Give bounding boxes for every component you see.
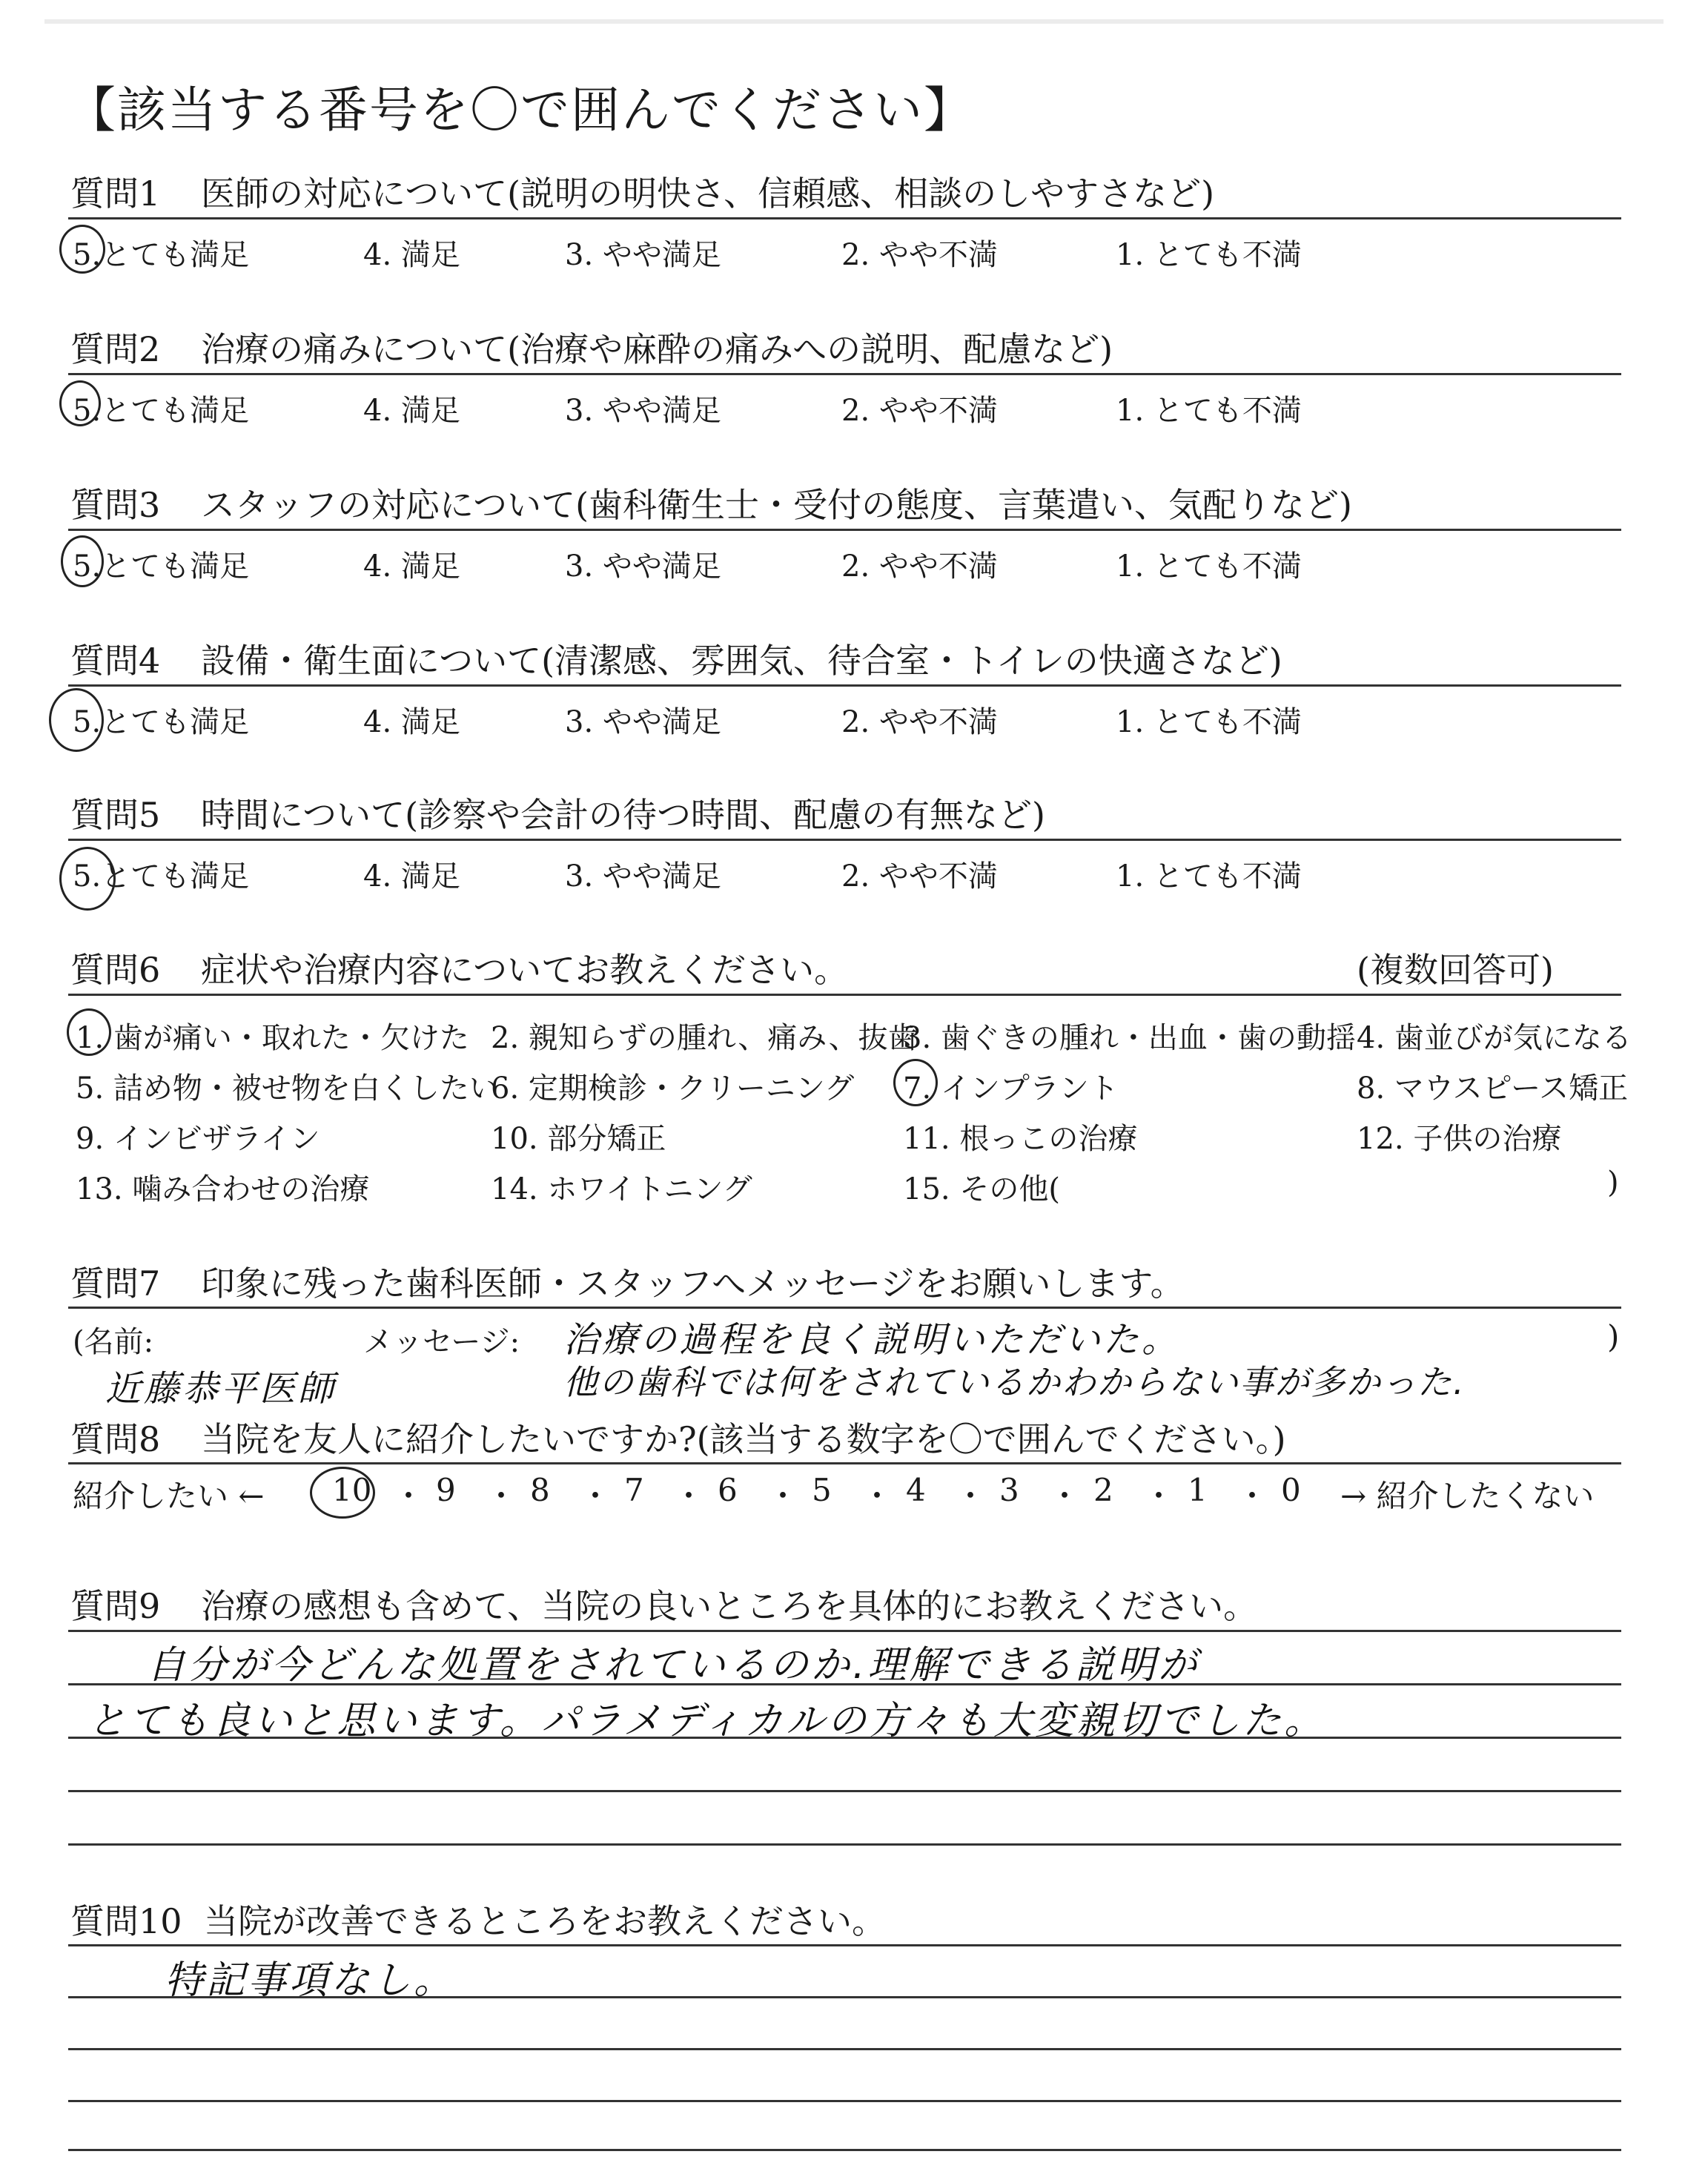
q6-option-9[interactable]: 9. インビザライン (76, 1122, 320, 1156)
scale-9[interactable]: 9 (436, 1472, 456, 1508)
answer-line (68, 1737, 1621, 1739)
q4-option-2[interactable]: 2. やや不満 (841, 705, 998, 739)
rule (68, 994, 1621, 996)
q6-option-1[interactable]: 1. 歯が痛い・取れた・欠けた (76, 1021, 469, 1055)
scale-5[interactable]: 5 (812, 1472, 832, 1508)
question-4: 質問4 設備・衛生面について(清潔感、雰囲気、待合室・トイレの快適さなど) (70, 641, 1282, 681)
q1-option-1[interactable]: 1. とても不満 (1116, 238, 1302, 272)
scale-dot: ・ (393, 1478, 425, 1514)
question-8: 質問8 当院を友人に紹介したいですか?(該当する数字を〇で囲んでください。) (70, 1419, 1286, 1459)
rule (68, 684, 1621, 687)
q4-option-1[interactable]: 1. とても不満 (1116, 705, 1302, 739)
staff-name-handwritten: 近藤恭平医師 (105, 1368, 337, 1410)
q9-answer-line-1: 自分が今どんな処置をされているのか.理解できる説明が (147, 1643, 1200, 1688)
selection-circle (49, 688, 104, 752)
rule (68, 1307, 1621, 1309)
scale-1[interactable]: 1 (1188, 1472, 1208, 1508)
page-title: 【該当する番号を〇で囲んでください】 (67, 82, 974, 139)
question-7: 質問7 印象に残った歯科医師・スタッフへメッセージをお願いします。 (70, 1264, 1185, 1304)
q6-option-13[interactable]: 13. 噛み合わせの治療 (76, 1172, 370, 1206)
selection-circle (61, 535, 104, 587)
q6-option-8[interactable]: 8. マウスピース矯正 (1357, 1071, 1629, 1106)
q1-option-2[interactable]: 2. やや不満 (841, 238, 998, 272)
answer-line (68, 2048, 1621, 2050)
q3-option-4[interactable]: 4. 満足 (363, 549, 460, 584)
q6-option-15[interactable]: 15. その他( (903, 1172, 1060, 1206)
scale-dot: ・ (486, 1478, 517, 1514)
scan-edge (44, 19, 1664, 24)
q6-option-6[interactable]: 6. 定期検診・クリーニング (491, 1071, 855, 1106)
scale-dot: ・ (955, 1478, 987, 1514)
q6-other-close: ) (1607, 1166, 1619, 1200)
scale-dot: ・ (673, 1478, 705, 1514)
q10-answer: 特記事項なし。 (165, 1958, 456, 2003)
message-label: メッセージ: (363, 1325, 520, 1359)
scale-dot: ・ (1237, 1478, 1268, 1514)
q5-option-5[interactable]: 5.とても満足 (73, 859, 250, 894)
question-1: 質問1 医師の対応について(説明の明快さ、信頼感、相談のしやすさなど) (70, 174, 1215, 214)
scale-8[interactable]: 8 (530, 1472, 550, 1508)
selection-circle (59, 380, 101, 426)
q1-option-3[interactable]: 3. やや満足 (565, 238, 721, 272)
answer-line (68, 1996, 1621, 1998)
scale-dot: ・ (1049, 1478, 1081, 1514)
q5-option-1[interactable]: 1. とても不満 (1116, 859, 1302, 894)
scale-dot: ・ (580, 1478, 612, 1514)
q2-option-5[interactable]: 5.とても満足 (73, 394, 250, 428)
message-handwritten-1: 治療の過程を良く説明いただいた。 (563, 1319, 1181, 1361)
q4-option-4[interactable]: 4. 満足 (363, 705, 460, 739)
answer-line (68, 1683, 1621, 1685)
selection-circle (59, 225, 105, 274)
rule (68, 1944, 1621, 1946)
q1-option-4[interactable]: 4. 満足 (363, 238, 460, 272)
multiple-answer-note: (複数回答可) (1357, 950, 1554, 990)
message-handwritten-2: 他の歯科では何をされているかわからない事が多かった. (563, 1362, 1466, 1402)
scale-10[interactable]: 10 (332, 1472, 372, 1508)
q6-option-3[interactable]: 3. 歯ぐきの腫れ・出血・歯の動揺 (903, 1021, 1356, 1055)
rule (68, 839, 1621, 841)
scale-0[interactable]: 0 (1281, 1472, 1301, 1508)
scale-dot: ・ (767, 1478, 799, 1514)
q9-answer-line-2: とても良いと思います。パラメディカルの方々も大変親切でした。 (87, 1699, 1326, 1743)
answer-line (68, 1790, 1621, 1792)
question-10: 質問10 当院が改善できるところをお教えください。 (70, 1901, 886, 1941)
scale-2[interactable]: 2 (1093, 1472, 1113, 1508)
q2-option-3[interactable]: 3. やや満足 (565, 394, 721, 428)
question-6: 質問6 症状や治療内容についてお教えください。 (70, 950, 849, 990)
scale-3[interactable]: 3 (999, 1472, 1019, 1508)
q1-option-5[interactable]: 5.とても満足 (73, 238, 250, 272)
q3-option-2[interactable]: 2. やや不満 (841, 549, 998, 584)
q6-option-5[interactable]: 5. 詰め物・被せ物を白くしたい (76, 1071, 499, 1106)
selection-circle (310, 1467, 375, 1519)
scale-7[interactable]: 7 (624, 1472, 644, 1508)
scale-dot: ・ (861, 1478, 893, 1514)
answer-line (68, 2100, 1621, 2102)
q2-option-1[interactable]: 1. とても不満 (1116, 394, 1302, 428)
selection-circle (893, 1059, 938, 1106)
q5-option-2[interactable]: 2. やや不満 (841, 859, 998, 894)
q3-option-1[interactable]: 1. とても不満 (1116, 549, 1302, 584)
rule (68, 217, 1621, 219)
rule (68, 529, 1621, 531)
recommend-right-label: → 紹介したくない (1340, 1478, 1595, 1514)
selection-circle (59, 847, 116, 911)
selection-circle (67, 1008, 111, 1056)
scale-4[interactable]: 4 (906, 1472, 926, 1508)
q6-option-10[interactable]: 10. 部分矯正 (491, 1122, 666, 1156)
q6-option-12[interactable]: 12. 子供の治療 (1357, 1122, 1562, 1156)
answer-line (68, 2149, 1621, 2151)
question-2: 質問2 治療の痛みについて(治療や麻酔の痛みへの説明、配慮など) (70, 329, 1113, 369)
q6-option-7[interactable]: 7. インプラント (903, 1071, 1119, 1106)
question-3: 質問3 スタッフの対応について(歯科衛生士・受付の態度、言葉遣い、気配りなど) (70, 485, 1352, 525)
q2-option-4[interactable]: 4. 満足 (363, 394, 460, 428)
q4-option-5[interactable]: 5.とても満足 (73, 705, 250, 739)
question-5: 質問5 時間について(診察や会計の待つ時間、配慮の有無など) (70, 795, 1045, 835)
q5-option-4[interactable]: 4. 満足 (363, 859, 460, 894)
q2-option-2[interactable]: 2. やや不満 (841, 394, 998, 428)
rule (68, 1462, 1621, 1464)
q3-option-5[interactable]: 5.とても満足 (73, 549, 250, 584)
q4-option-3[interactable]: 3. やや満足 (565, 705, 721, 739)
q6-option-4[interactable]: 4. 歯並びが気になる (1357, 1021, 1632, 1055)
q5-option-3[interactable]: 3. やや満足 (565, 859, 721, 894)
scale-dot: ・ (1143, 1478, 1175, 1514)
rule (68, 373, 1621, 375)
recommend-left-label: 紹介したい ← (73, 1478, 265, 1514)
name-label: (名前: (73, 1325, 154, 1359)
q6-option-14[interactable]: 14. ホワイトニング (491, 1172, 752, 1206)
scale-6[interactable]: 6 (718, 1472, 738, 1508)
question-9: 質問9 治療の感想も含めて、当院の良いところを具体的にお教えください。 (70, 1586, 1258, 1626)
q6-option-2[interactable]: 2. 親知らずの腫れ、痛み、抜歯 (491, 1021, 918, 1055)
rule (68, 1630, 1621, 1632)
q6-option-11[interactable]: 11. 根っこの治療 (903, 1122, 1138, 1156)
q3-option-3[interactable]: 3. やや満足 (565, 549, 721, 584)
answer-line (68, 1843, 1621, 1846)
message-close: ) (1607, 1318, 1620, 1355)
